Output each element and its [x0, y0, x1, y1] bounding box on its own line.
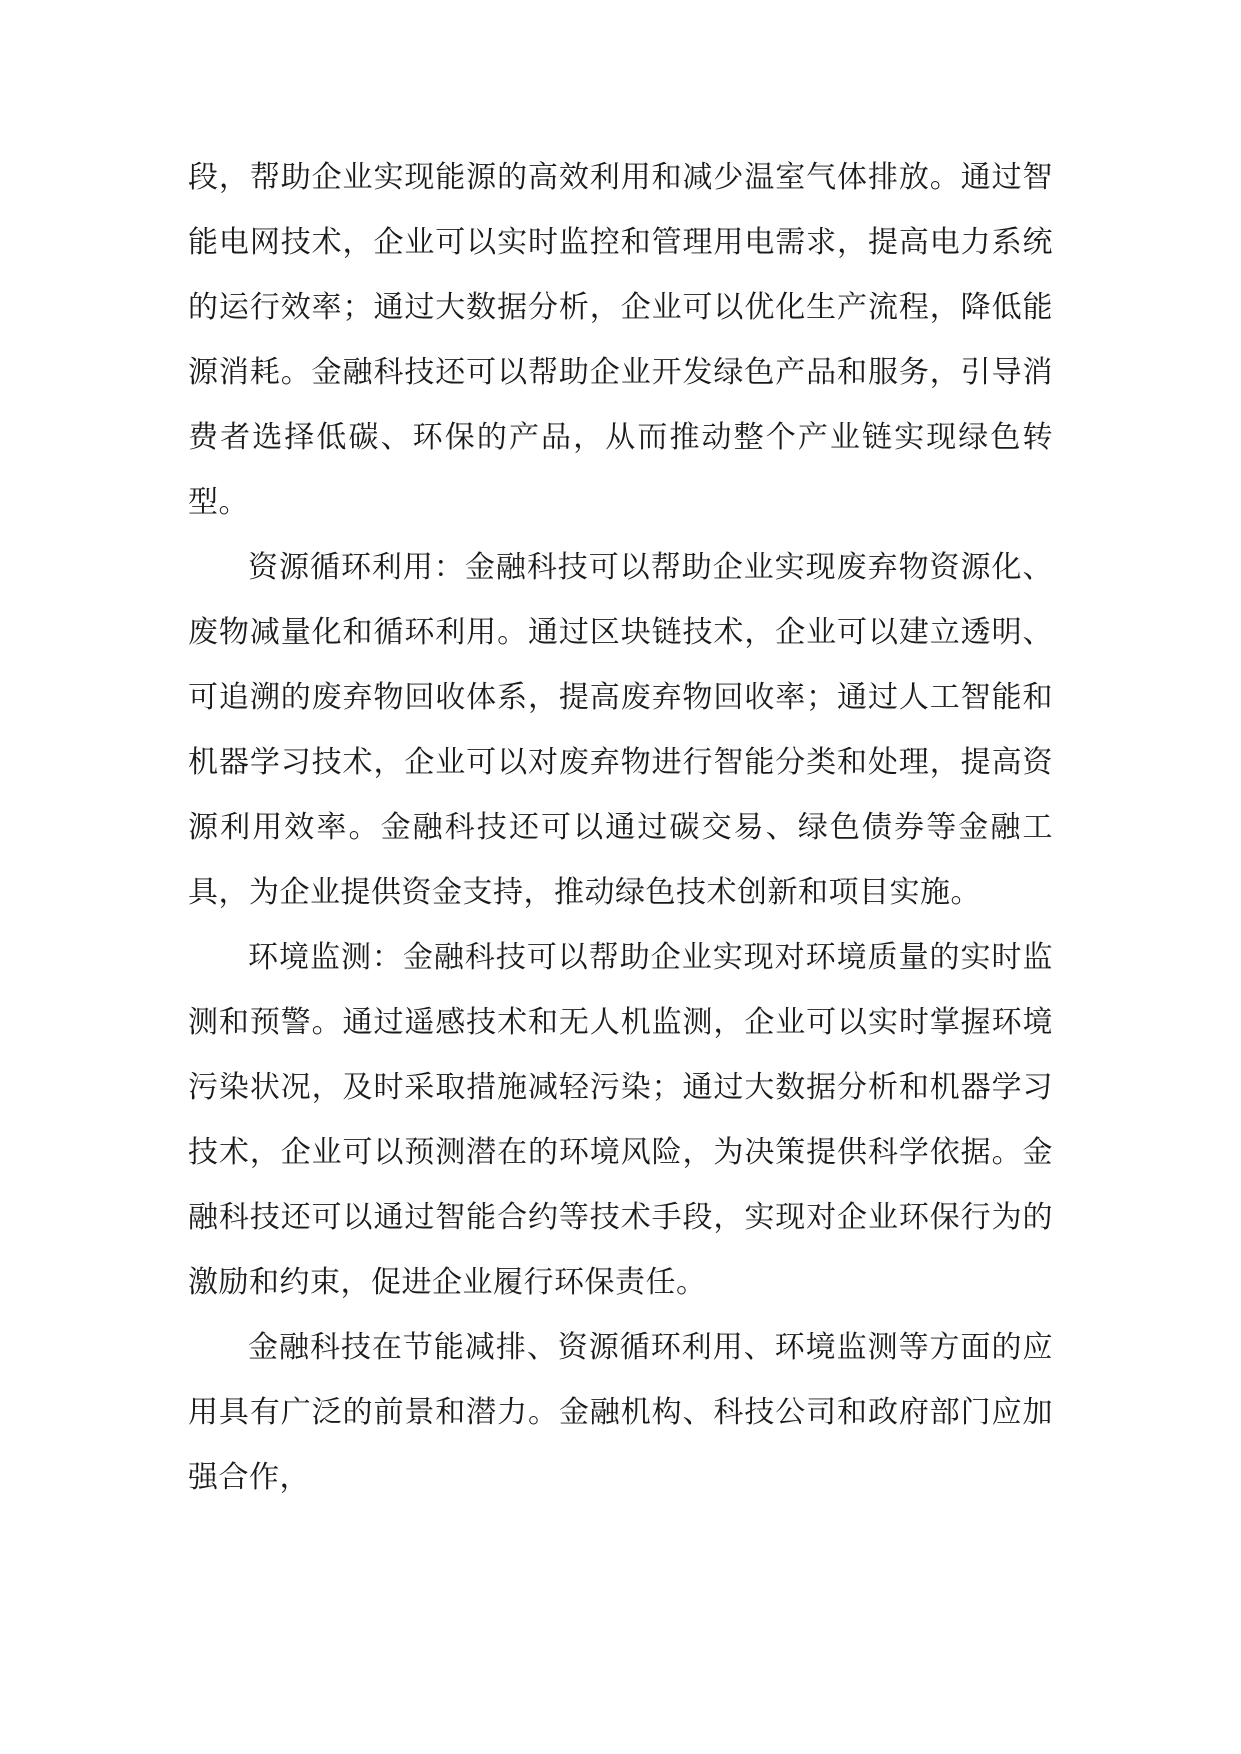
paragraph-summary: 金融科技在节能减排、资源循环利用、环境监测等方面的应用具有广泛的前景和潜力。金融机构、科技公司和政府部门应加强合作，	[188, 1330, 1053, 1495]
paragraph-environment-monitoring: 环境监测：金融科技可以帮助企业实现对环境质量的实时监测和预警。通过遥感技术和无人机监测，企业可以实时掌握环境污染状况，及时采取措施减轻污染；通过大数据分析和机器学习技术，企业可以预测潜在的环境风险，为决策提供科学依据。金融科技还可以通过智能合约等技术手段，实现对企业环保行为的激励和约束，促进企业履行环保责任。	[188, 940, 1053, 1300]
document-body	[188, 145, 1053, 1510]
paragraph-resource-recycling: 资源循环利用：金融科技可以帮助企业实现废弃物资源化、废物减量化和循环利用。通过区块链技术，企业可以建立透明、可追溯的废弃物回收体系，提高废弃物回收率；通过人工智能和机器学习技术，企业可以对废弃物进行智能分类和处理，提高资源利用效率。金融科技还可以通过碳交易、绿色债券等金融工具，为企业提供资金支持，推动绿色技术创新和项目实施。	[188, 550, 1053, 910]
paragraph-continuation: 段，帮助企业实现能源的高效利用和减少温室气体排放。通过智能电网技术，企业可以实时监控和管理用电需求，提高电力系统的运行效率；通过大数据分析，企业可以优化生产流程，降低能源消耗。金融科技还可以帮助企业开发绿色产品和服务，引导消费者选择低碳、环保的产品，从而推动整个产业链实现绿色转型。	[188, 160, 1053, 520]
